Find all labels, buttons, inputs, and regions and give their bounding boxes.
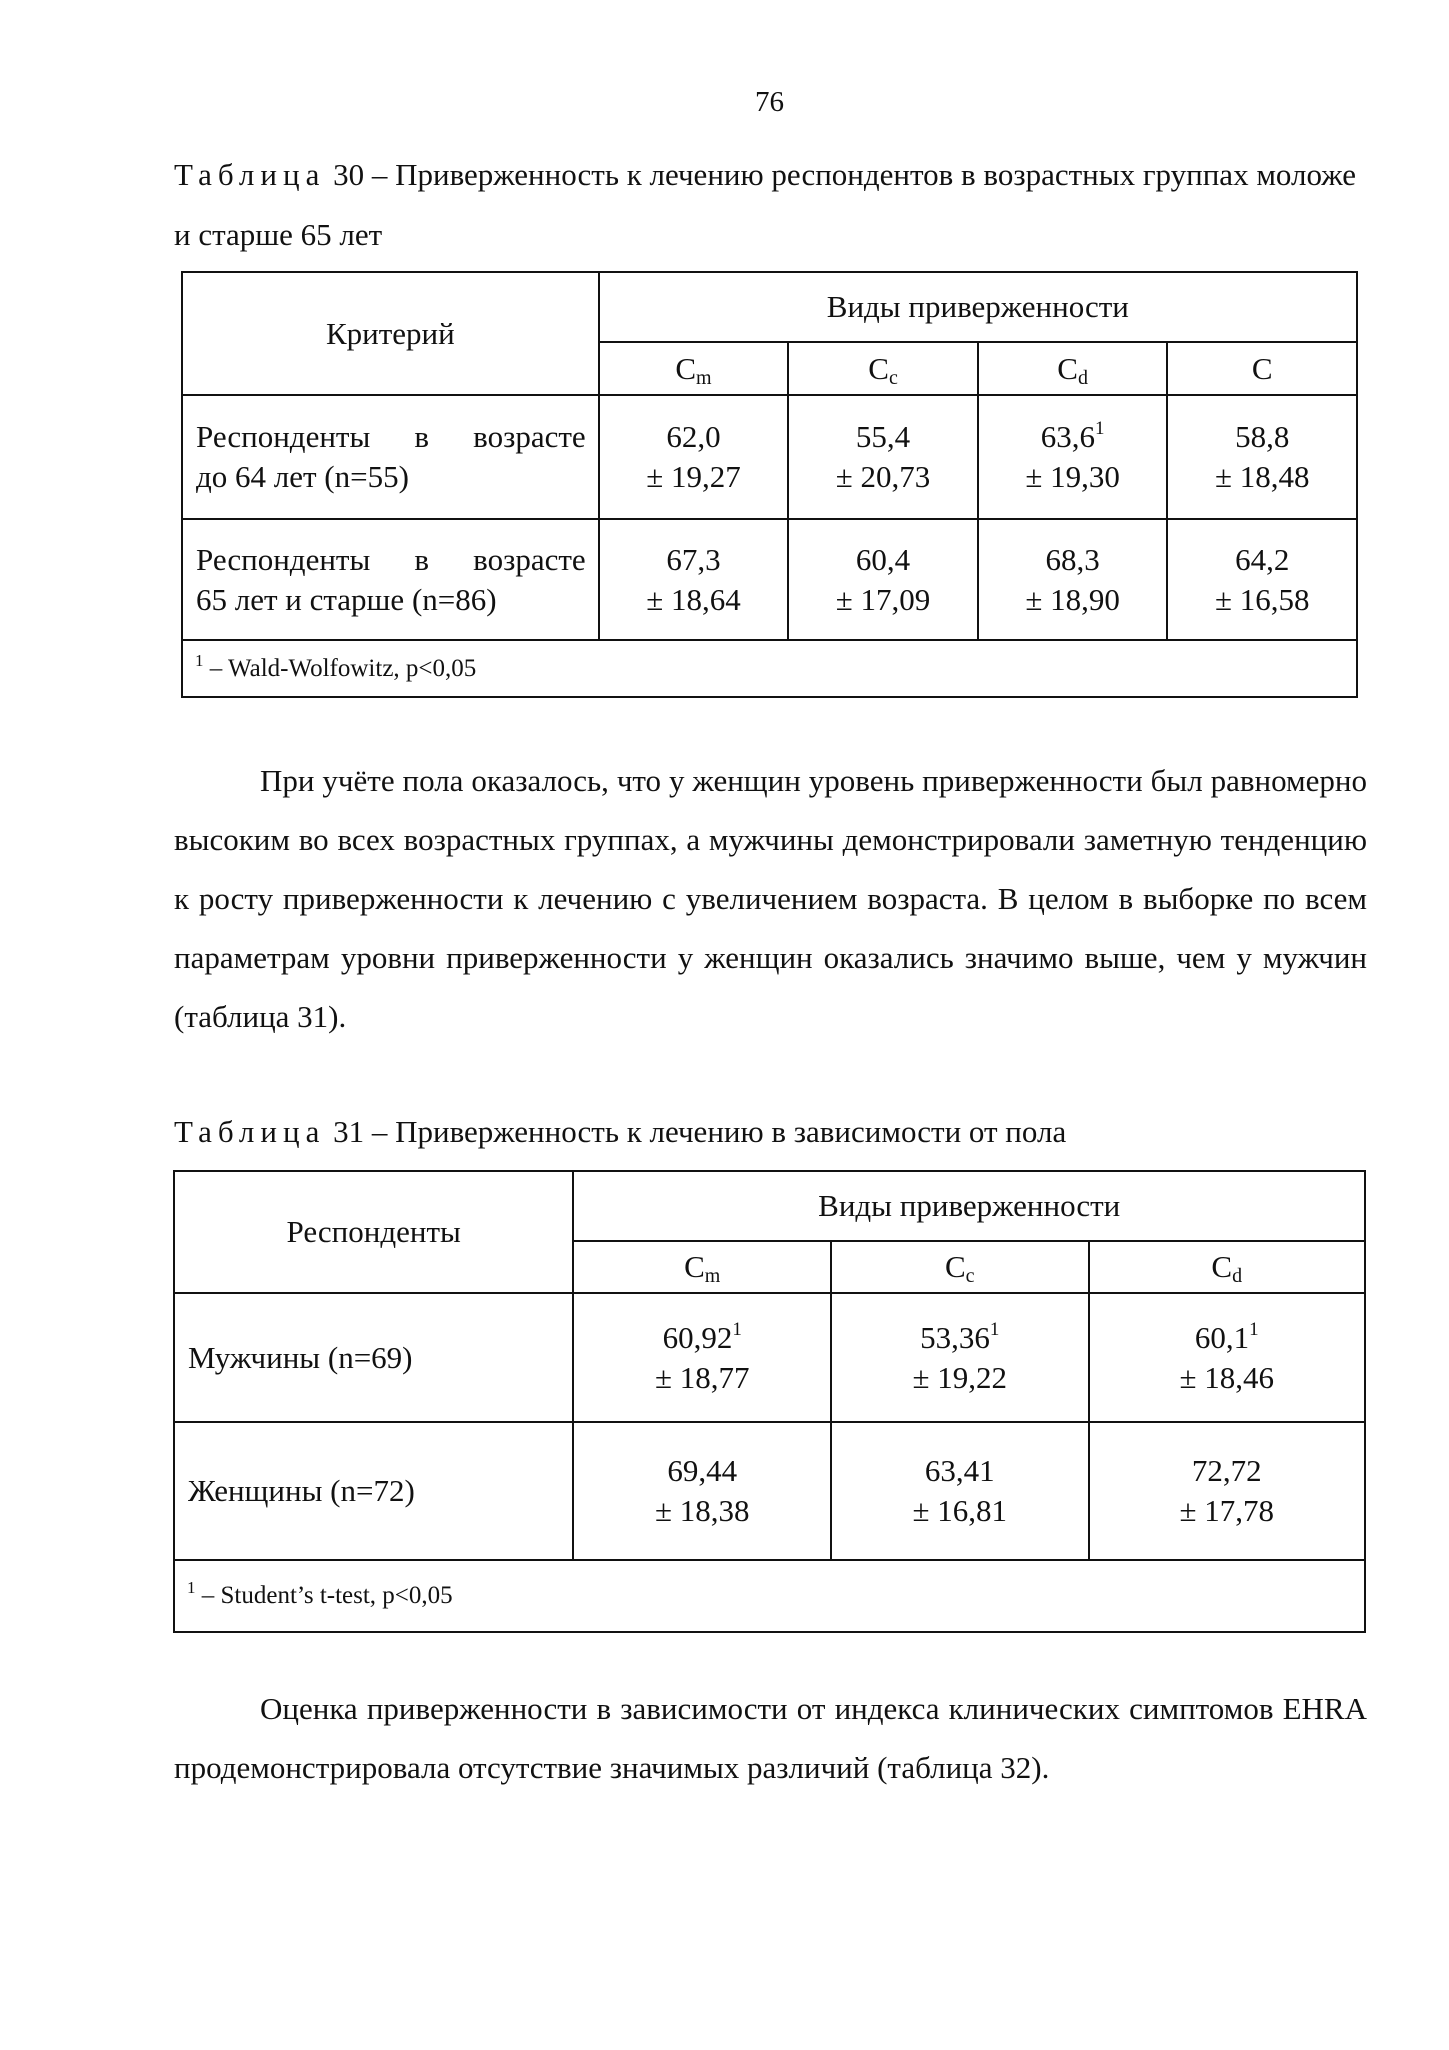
column-header bbox=[599, 342, 789, 395]
mean-value: 72,72 bbox=[1191, 1453, 1262, 1488]
sd-value: ± 19,27 bbox=[646, 459, 741, 494]
value-cell bbox=[1167, 395, 1357, 519]
table-30-caption bbox=[174, 145, 1369, 265]
column-header-subscript: c bbox=[965, 1265, 975, 1287]
column-header-subscript: d bbox=[1077, 366, 1088, 389]
row-label: Женщины (n=72) bbox=[174, 1422, 573, 1560]
sd-value: ± 18,64 bbox=[646, 581, 741, 617]
row-label-word: в bbox=[414, 419, 430, 454]
row-label-word: Респонденты bbox=[196, 541, 371, 577]
table-30-caption-text: 30 – Приверженность к лечению респондентов в возрастных группах моложе и старше 65 лет bbox=[174, 157, 1356, 252]
table-31-caption-lead: Таблица bbox=[174, 1114, 326, 1149]
row-label bbox=[182, 395, 599, 519]
page-number: 76 bbox=[755, 86, 784, 118]
footnote-text: – Student’s t-test, p<0,05 bbox=[195, 1582, 453, 1609]
value-cell bbox=[573, 1422, 831, 1560]
body-paragraph bbox=[174, 751, 1367, 1046]
mean-value: 58,8 bbox=[1235, 419, 1290, 454]
column-header-base: C bbox=[1057, 350, 1078, 386]
value-cell bbox=[1167, 519, 1357, 640]
column-header bbox=[788, 342, 978, 395]
value-cell bbox=[599, 519, 789, 640]
column-header-base: C bbox=[675, 350, 697, 386]
column-header bbox=[1089, 1241, 1365, 1293]
mean-value: 53,36 bbox=[920, 1319, 990, 1355]
table-31-caption-text: 31 – Приверженность к лечению в зависимости от пола bbox=[325, 1114, 1067, 1149]
sd-value: ± 18,77 bbox=[654, 1359, 750, 1395]
row-label-word: Респонденты bbox=[196, 419, 371, 454]
row-label-word: возрасте bbox=[473, 541, 586, 577]
value-cell bbox=[599, 395, 789, 519]
sd-value: ± 16,81 bbox=[912, 1493, 1007, 1528]
paragraph-text: При учёте пола оказалось, что у женщин уровень приверженности был равномерно высоким во всех возрастных группах, а мужчины демонстрировали заметную тенденцию к росту приверженности к лечению с увеличением возраста. В целом в выборке по всем параметрам уровни приверженности у женщин оказались значимо выше, чем у мужчин (таблица 31). bbox=[174, 763, 1367, 1034]
paragraph-text: Оценка приверженности в зависимости от индекса клинических симптомов EHRA продемонстрировала отсутствие значимых различий (таблица 32). bbox=[174, 1691, 1367, 1785]
row-label-line bbox=[196, 417, 586, 457]
table-row bbox=[174, 1422, 1365, 1560]
table-row bbox=[182, 519, 1357, 640]
sd-value: ± 18,46 bbox=[1179, 1359, 1275, 1395]
footnote-marker: 1 bbox=[195, 650, 204, 670]
row-label: Мужчины (n=69) bbox=[174, 1293, 573, 1422]
mean-value: 64,2 bbox=[1235, 541, 1290, 577]
value-cell bbox=[978, 519, 1168, 640]
column-header-subscript: m bbox=[704, 1265, 721, 1287]
criterion-header: Критерий bbox=[182, 272, 599, 395]
column-header bbox=[573, 1241, 831, 1293]
column-header bbox=[831, 1241, 1089, 1293]
mean-value: 62,0 bbox=[666, 419, 721, 454]
value-cell bbox=[788, 395, 978, 519]
sd-value: ± 19,22 bbox=[912, 1359, 1007, 1395]
column-header-base: C bbox=[1211, 1249, 1233, 1284]
adherence-types-header: Виды приверженности bbox=[599, 272, 1357, 342]
sd-value: ± 17,78 bbox=[1179, 1493, 1275, 1528]
body-paragraph bbox=[174, 1679, 1367, 1797]
mean-value: 60,4 bbox=[855, 541, 911, 577]
row-label-line bbox=[196, 540, 586, 580]
sd-value: ± 16,58 bbox=[1214, 581, 1310, 617]
footnote-text: – Wald-Wolfowitz, p<0,05 bbox=[203, 654, 477, 682]
table-footnote bbox=[174, 1560, 1365, 1632]
value-cell bbox=[573, 1293, 831, 1422]
value-cell bbox=[831, 1293, 1089, 1422]
mean-value: 68,3 bbox=[1045, 541, 1100, 577]
mean-value: 55,4 bbox=[855, 419, 911, 454]
column-header-base: C bbox=[1251, 350, 1273, 386]
row-label-line: 65 лет и старше (n=86) bbox=[196, 581, 497, 617]
footnote-marker: 1 bbox=[989, 1318, 1000, 1340]
value-cell bbox=[788, 519, 978, 640]
column-header-base: C bbox=[868, 350, 889, 386]
row-label-line: до 64 лет (n=55) bbox=[196, 459, 409, 494]
row-label-word: в bbox=[414, 541, 430, 577]
footnote-marker: 1 bbox=[732, 1318, 742, 1340]
mean-value: 69,44 bbox=[667, 1453, 738, 1488]
row-label-word: возрасте bbox=[473, 419, 586, 454]
value-cell bbox=[978, 395, 1168, 519]
column-header-base: C bbox=[684, 1249, 705, 1284]
row-label bbox=[182, 519, 599, 640]
sd-value: ± 18,48 bbox=[1214, 459, 1310, 494]
table-row bbox=[174, 1293, 1365, 1422]
table-footnote bbox=[182, 640, 1357, 697]
value-cell bbox=[1089, 1293, 1365, 1422]
sd-value: ± 18,90 bbox=[1025, 581, 1120, 617]
sd-value: ± 18,38 bbox=[654, 1493, 750, 1528]
table-31 bbox=[173, 1170, 1366, 1633]
value-cell bbox=[831, 1422, 1089, 1560]
column-header-subscript: m bbox=[696, 366, 712, 389]
mean-value: 67,3 bbox=[666, 541, 721, 577]
table-row bbox=[182, 395, 1357, 519]
footnote-marker: 1 bbox=[187, 1578, 196, 1597]
table-30-caption-lead: Таблица bbox=[174, 157, 326, 192]
column-header bbox=[1167, 342, 1357, 395]
table-31-caption bbox=[174, 1102, 1369, 1162]
value-cell bbox=[1089, 1422, 1365, 1560]
column-header bbox=[978, 342, 1168, 395]
respondents-header: Респонденты bbox=[174, 1171, 573, 1293]
column-header-subscript: c bbox=[888, 366, 898, 389]
column-header-subscript: d bbox=[1232, 1265, 1243, 1287]
mean-value: 63,6 bbox=[1040, 419, 1095, 454]
column-header-base: C bbox=[944, 1249, 966, 1284]
mean-value: 60,1 bbox=[1194, 1319, 1250, 1355]
mean-value: 60,92 bbox=[662, 1319, 733, 1355]
sd-value: ± 19,30 bbox=[1025, 459, 1120, 494]
footnote-marker: 1 bbox=[1249, 1318, 1259, 1340]
sd-value: ± 20,73 bbox=[835, 459, 931, 494]
sd-value: ± 17,09 bbox=[835, 581, 931, 617]
footnote-marker: 1 bbox=[1094, 418, 1105, 439]
mean-value: 63,41 bbox=[924, 1453, 995, 1488]
adherence-types-header: Виды приверженности bbox=[573, 1171, 1365, 1241]
table-30 bbox=[181, 271, 1358, 698]
